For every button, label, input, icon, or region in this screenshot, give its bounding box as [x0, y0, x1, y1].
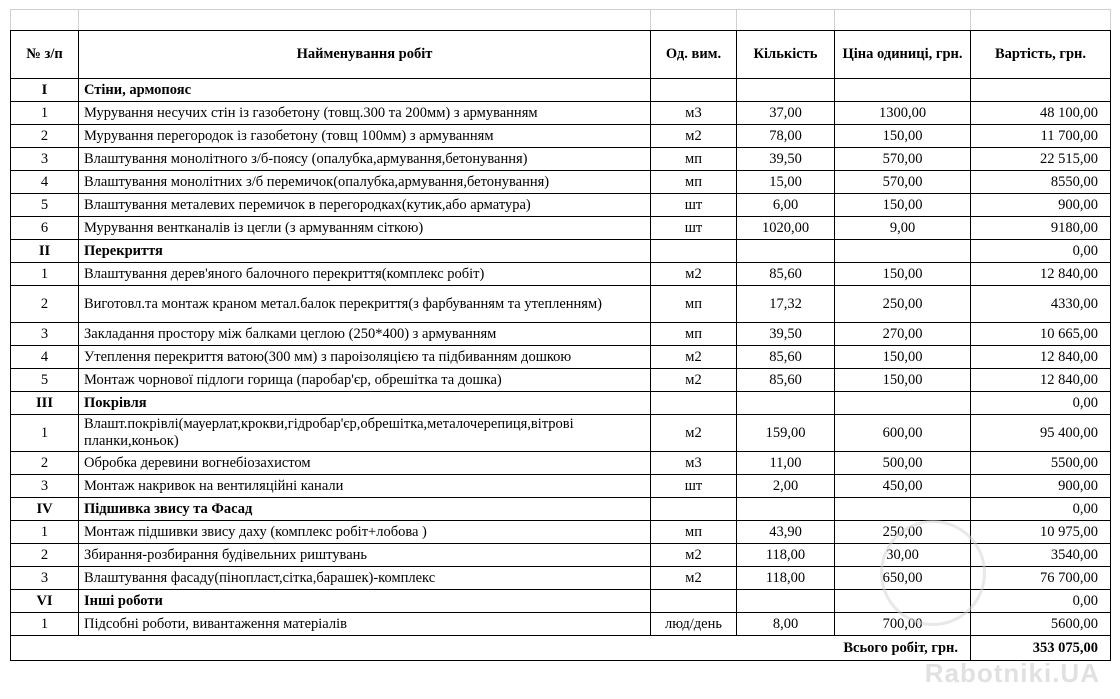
cell-unit: м3: [651, 452, 737, 475]
cell-num: 1: [11, 415, 79, 452]
cell-name: Підсобні роботи, вивантаження матеріалів: [79, 613, 651, 636]
table-row: [11, 194, 1111, 217]
cell-num: 4: [11, 171, 79, 194]
cell-unit: мп: [651, 171, 737, 194]
cell-unit: мп: [651, 521, 737, 544]
cell-num: 3: [11, 567, 79, 590]
cell-cost: 0,00: [971, 498, 1111, 521]
cell-num: 5: [11, 369, 79, 392]
cell-cost: 9180,00: [971, 217, 1111, 240]
cell-qty: 39,50: [737, 323, 835, 346]
cell-name: Влаштування монолітних з/б перемичок(опалубка,армування,бетонування): [79, 171, 651, 194]
cell-cost: 900,00: [971, 194, 1111, 217]
cell-price: 150,00: [835, 125, 971, 148]
cell-price: [835, 392, 971, 415]
header-qty: Кількість: [737, 31, 835, 79]
cell-unit: м2: [651, 415, 737, 452]
cell-unit: [651, 590, 737, 613]
table-row: [11, 125, 1111, 148]
cell-price: 500,00: [835, 452, 971, 475]
cell-name: Покрівля: [79, 392, 651, 415]
cell-qty: [737, 590, 835, 613]
cell-name: Влаштування металевих перемичок в перегородках(кутик,або арматура): [79, 194, 651, 217]
cell-qty: [737, 79, 835, 102]
cell-price: 450,00: [835, 475, 971, 498]
cell-num: 1: [11, 613, 79, 636]
cell-name: Мурування несучих стін із газобетону (товщ.300 та 200мм) з армуванням: [79, 102, 651, 125]
cell-qty: [737, 392, 835, 415]
cell-name: Закладання простору між балками цеглою (250*400) з армуванням: [79, 323, 651, 346]
cell-num: 2: [11, 544, 79, 567]
table-row: [11, 286, 1111, 323]
cell-qty: 118,00: [737, 544, 835, 567]
table-row: [11, 544, 1111, 567]
cell-qty: 1020,00: [737, 217, 835, 240]
cell-name: Утеплення перекриття ватою(300 мм) з пароізоляцією та підбиванням дошкою: [79, 346, 651, 369]
cell-num: I: [11, 79, 79, 102]
header-num: № з/п: [11, 31, 79, 79]
section-row: [11, 498, 1111, 521]
cell-qty: 6,00: [737, 194, 835, 217]
cell-price: 570,00: [835, 171, 971, 194]
table-row: [11, 263, 1111, 286]
cell-name: Виготовл.та монтаж краном метал.балок перекриття(з фарбуванням та утепленням): [79, 286, 651, 323]
cell-cost: 10 665,00: [971, 323, 1111, 346]
cell-unit: мп: [651, 286, 737, 323]
cell-num: 3: [11, 148, 79, 171]
cell-cost: 4330,00: [971, 286, 1111, 323]
cell-cost: 12 840,00: [971, 346, 1111, 369]
cell-name: Мурування перегородок із газобетону (товщ 100мм) з армуванням: [79, 125, 651, 148]
cell-cost: 5500,00: [971, 452, 1111, 475]
cell-cost: 0,00: [971, 392, 1111, 415]
cell-price: 250,00: [835, 521, 971, 544]
cell-unit: м3: [651, 102, 737, 125]
header-price: Ціна одиниці, грн.: [835, 31, 971, 79]
table-row: [11, 452, 1111, 475]
cell-unit: мп: [651, 148, 737, 171]
table-row: [11, 323, 1111, 346]
cell-num: 2: [11, 125, 79, 148]
cell-cost: 900,00: [971, 475, 1111, 498]
cell-cost: 5600,00: [971, 613, 1111, 636]
cell-price: [835, 240, 971, 263]
cell-price: 600,00: [835, 415, 971, 452]
cell-name: Влаштування фасаду(пінопласт,сітка,барашек)-комплекс: [79, 567, 651, 590]
cell-qty: 85,60: [737, 263, 835, 286]
cell-name: Монтаж чорнової підлоги горища (паробар'єр, обрешітка та дошка): [79, 369, 651, 392]
cell-name: Підшивка звису та Фасад: [79, 498, 651, 521]
cell-price: 1300,00: [835, 102, 971, 125]
cell-name: Збирання-розбирання будівельних риштувань: [79, 544, 651, 567]
cell-num: 6: [11, 217, 79, 240]
estimate-table: [10, 9, 1111, 661]
table-row: [11, 346, 1111, 369]
cell-qty: 78,00: [737, 125, 835, 148]
table-row: [11, 567, 1111, 590]
total-row: [11, 636, 1111, 661]
cell-price: 30,00: [835, 544, 971, 567]
cell-price: 150,00: [835, 194, 971, 217]
cell-price: [835, 590, 971, 613]
cell-price: 700,00: [835, 613, 971, 636]
table-row: [11, 415, 1111, 452]
cell-num: VI: [11, 590, 79, 613]
cell-num: 1: [11, 102, 79, 125]
total-value: 353 075,00: [971, 636, 1111, 661]
cell-price: [835, 79, 971, 102]
cell-price: 9,00: [835, 217, 971, 240]
header-unit: Од. вим.: [651, 31, 737, 79]
table-row: [11, 217, 1111, 240]
cell-qty: 85,60: [737, 369, 835, 392]
cell-cost: [971, 79, 1111, 102]
cell-cost: 76 700,00: [971, 567, 1111, 590]
cell-qty: [737, 240, 835, 263]
cell-num: III: [11, 392, 79, 415]
cell-name: Перекриття: [79, 240, 651, 263]
section-row: [11, 79, 1111, 102]
cell-name: Монтаж накривок на вентиляційні канали: [79, 475, 651, 498]
cell-num: II: [11, 240, 79, 263]
cell-unit: [651, 79, 737, 102]
cell-price: 650,00: [835, 567, 971, 590]
cell-num: 4: [11, 346, 79, 369]
cell-price: 150,00: [835, 369, 971, 392]
cell-unit: м2: [651, 369, 737, 392]
cell-price: [835, 498, 971, 521]
cell-name: Обробка деревини вогнебіозахистом: [79, 452, 651, 475]
cell-cost: 3540,00: [971, 544, 1111, 567]
cell-unit: шт: [651, 194, 737, 217]
cell-unit: люд/день: [651, 613, 737, 636]
section-row: [11, 590, 1111, 613]
cell-num: 3: [11, 323, 79, 346]
cell-qty: 8,00: [737, 613, 835, 636]
blank-row: [11, 10, 1111, 31]
cell-num: IV: [11, 498, 79, 521]
header-name: Найменування робіт: [79, 31, 651, 79]
table-row: [11, 613, 1111, 636]
cell-unit: шт: [651, 475, 737, 498]
cell-cost: 0,00: [971, 240, 1111, 263]
cell-qty: 43,90: [737, 521, 835, 544]
table-row: [11, 148, 1111, 171]
cell-qty: 17,32: [737, 286, 835, 323]
cell-num: 1: [11, 263, 79, 286]
cell-qty: 118,00: [737, 567, 835, 590]
cell-name: Стіни, армопояс: [79, 79, 651, 102]
cell-unit: мп: [651, 323, 737, 346]
cell-cost: 22 515,00: [971, 148, 1111, 171]
cell-cost: 95 400,00: [971, 415, 1111, 452]
cell-unit: м2: [651, 125, 737, 148]
cell-qty: [737, 498, 835, 521]
cell-name: Влашт.покрівлі(мауерлат,крокви,гідробар'єр,обрешітка,металочерепиця,вітрові планки,коньок): [79, 415, 651, 452]
cell-name: Інші роботи: [79, 590, 651, 613]
cell-num: 3: [11, 475, 79, 498]
cell-cost: 0,00: [971, 590, 1111, 613]
table-row: [11, 369, 1111, 392]
header-cost: Вартість, грн.: [971, 31, 1111, 79]
cell-price: 150,00: [835, 263, 971, 286]
cell-price: 150,00: [835, 346, 971, 369]
cell-unit: м2: [651, 567, 737, 590]
cell-qty: 159,00: [737, 415, 835, 452]
cell-price: 270,00: [835, 323, 971, 346]
cell-name: Влаштування монолітного з/б-поясу (опалубка,армування,бетонування): [79, 148, 651, 171]
cell-unit: м2: [651, 263, 737, 286]
cell-name: Монтаж підшивки звису даху (комплекс робіт+лобова ): [79, 521, 651, 544]
cell-qty: 15,00: [737, 171, 835, 194]
cell-unit: [651, 240, 737, 263]
table-row: [11, 475, 1111, 498]
cell-cost: 12 840,00: [971, 263, 1111, 286]
section-row: [11, 240, 1111, 263]
watermark: Rabotniki.UA: [924, 658, 1100, 688]
section-row: [11, 392, 1111, 415]
cell-unit: [651, 392, 737, 415]
cell-price: 250,00: [835, 286, 971, 323]
cell-num: 2: [11, 286, 79, 323]
table-row: [11, 521, 1111, 544]
cell-num: 2: [11, 452, 79, 475]
cell-cost: 11 700,00: [971, 125, 1111, 148]
cell-qty: 11,00: [737, 452, 835, 475]
cell-name: Мурування вентканалів із цегли (з армуванням сіткою): [79, 217, 651, 240]
cell-name: Влаштування дерев'яного балочного перекриття(комплекс робіт): [79, 263, 651, 286]
table-row: [11, 171, 1111, 194]
cell-qty: 39,50: [737, 148, 835, 171]
cell-unit: шт: [651, 217, 737, 240]
cell-unit: м2: [651, 346, 737, 369]
table-row: [11, 102, 1111, 125]
total-label: Всього робіт, грн.: [11, 636, 971, 661]
cell-unit: м2: [651, 544, 737, 567]
cell-cost: 12 840,00: [971, 369, 1111, 392]
cell-cost: 10 975,00: [971, 521, 1111, 544]
cell-qty: 85,60: [737, 346, 835, 369]
cell-price: 570,00: [835, 148, 971, 171]
header-row: [11, 31, 1111, 79]
cell-unit: [651, 498, 737, 521]
cell-qty: 37,00: [737, 102, 835, 125]
cell-cost: 8550,00: [971, 171, 1111, 194]
cell-num: 5: [11, 194, 79, 217]
cell-qty: 2,00: [737, 475, 835, 498]
cell-num: 1: [11, 521, 79, 544]
cell-cost: 48 100,00: [971, 102, 1111, 125]
